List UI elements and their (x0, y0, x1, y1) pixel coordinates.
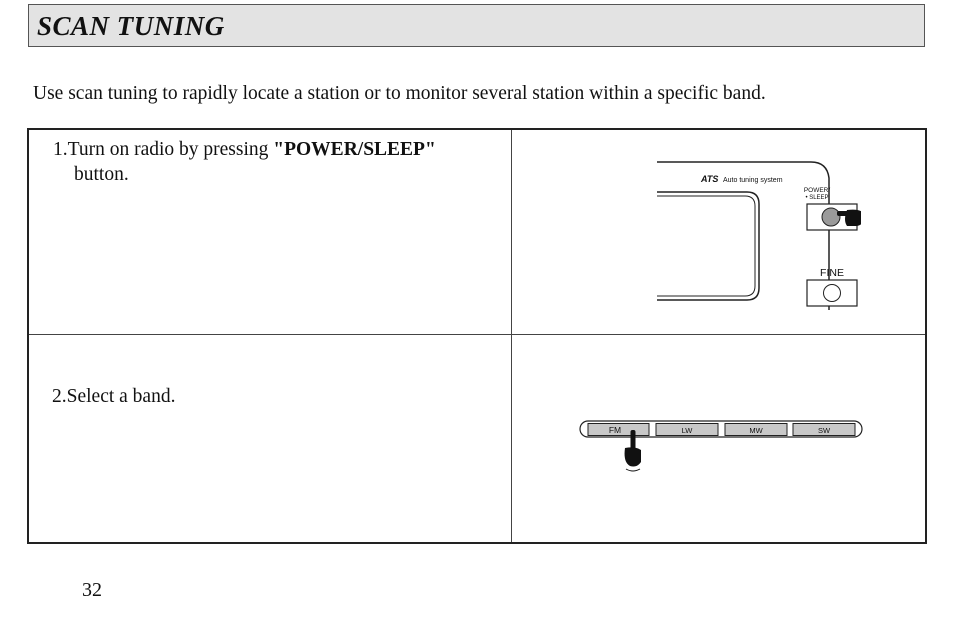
step-1-prefix: 1.Turn on radio by pressing (53, 139, 274, 160)
row-divider (29, 334, 925, 335)
band-label-mw: MW (749, 426, 763, 435)
step-1-text (53, 137, 513, 187)
band-button-sw (793, 424, 855, 436)
band-label-sw: SW (817, 426, 831, 435)
band-label-fm: FM (608, 425, 622, 435)
brand-tagline: Auto tuning system (723, 177, 783, 184)
radio-display-window (657, 192, 759, 300)
step-2-text: 2.Select a band. (52, 386, 176, 407)
page-number: 32 (82, 579, 102, 601)
band-button-fm (588, 424, 649, 436)
column-divider (511, 130, 512, 542)
step-1-illustration (651, 158, 861, 313)
steps-table (27, 128, 927, 544)
step-1-button-name: "POWER/SLEEP" (273, 139, 436, 160)
band-button-lw (656, 424, 718, 436)
band-label-lw: LW (681, 426, 693, 435)
step-2-illustration (577, 418, 869, 478)
power-sleep-knob (822, 208, 840, 226)
fine-knob (824, 285, 841, 302)
ats-logo: ATS (701, 174, 719, 184)
intro-text: Use scan tuning to rapidly locate a station or to monitor several station within a specific band. (33, 83, 766, 104)
radio-case-outline (657, 162, 829, 310)
page-title: SCAN TUNING (37, 11, 225, 41)
title-bar (28, 4, 925, 47)
sleep-label: • SLEEP (805, 195, 829, 201)
fine-label: FINE (820, 267, 844, 279)
band-button-mw (725, 424, 787, 436)
step-1-suffix: button. (74, 164, 129, 185)
power-label: POWER/ (803, 187, 831, 194)
